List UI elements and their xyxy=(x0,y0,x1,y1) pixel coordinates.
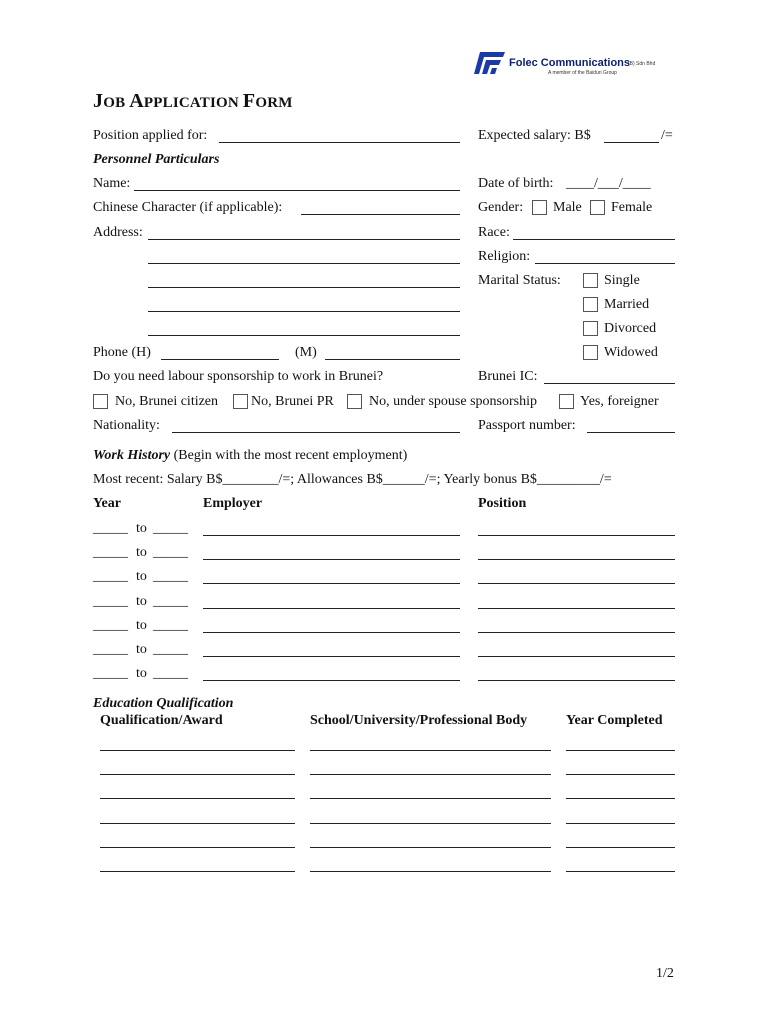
salary-label: Expected salary: B$ xyxy=(478,128,591,143)
year-to-field[interactable]: _____ xyxy=(153,569,188,585)
chinese-label: Chinese Character (if applicable): xyxy=(93,200,283,215)
marital-single-label: Single xyxy=(604,273,640,288)
marital-divorced-checkbox[interactable] xyxy=(583,321,598,336)
nationality-label: Nationality: xyxy=(93,418,160,433)
sponsorship-question: Do you need labour sponsorship to work in Brunei? xyxy=(93,369,384,384)
position-label: Position applied for: xyxy=(93,128,208,143)
qualification-field[interactable] xyxy=(100,823,295,824)
marital-widowed-label: Widowed xyxy=(604,345,658,360)
position-field[interactable] xyxy=(219,142,460,143)
school-field[interactable] xyxy=(310,823,551,824)
sponsorship-foreigner-label: Yes, foreigner xyxy=(580,394,659,409)
sponsorship-pr-label: No, Brunei PR xyxy=(251,394,334,409)
passport-field[interactable] xyxy=(587,432,675,433)
year-to-separator: to xyxy=(136,617,147,633)
gender-female-checkbox[interactable] xyxy=(590,200,605,215)
name-label: Name: xyxy=(93,176,131,191)
company-logo xyxy=(474,50,674,80)
year-to-field[interactable]: _____ xyxy=(153,617,188,633)
marital-divorced-label: Divorced xyxy=(604,321,657,336)
position-field[interactable] xyxy=(478,583,675,584)
sponsorship-citizen-label: No, Brunei citizen xyxy=(115,394,219,409)
work-history-heading: Work History (Begin with the most recent employment) xyxy=(93,448,408,463)
year-completed-field[interactable] xyxy=(566,871,675,872)
phone-mobile-label: (M) xyxy=(295,345,317,360)
position-field[interactable] xyxy=(478,632,675,633)
page-title: JOB APPLICATION FORM xyxy=(93,90,293,112)
gender-label: Gender: xyxy=(478,200,524,215)
school-field[interactable] xyxy=(310,871,551,872)
employer-field[interactable] xyxy=(203,680,460,681)
personnel-heading: Personnel Particulars xyxy=(93,152,220,167)
gender-male-checkbox[interactable] xyxy=(532,200,547,215)
chinese-field[interactable] xyxy=(301,214,460,215)
position-field[interactable] xyxy=(478,656,675,657)
qualification-field[interactable] xyxy=(100,847,295,848)
year-to-separator: to xyxy=(136,545,147,561)
marital-married-checkbox[interactable] xyxy=(583,297,598,312)
address-field-1[interactable] xyxy=(148,239,460,240)
school-field[interactable] xyxy=(310,847,551,848)
address-field-3[interactable] xyxy=(148,287,460,288)
school-field[interactable] xyxy=(310,774,551,775)
phone-mobile-field[interactable] xyxy=(325,359,460,360)
employer-field[interactable] xyxy=(203,535,460,536)
year-to-field[interactable]: _____ xyxy=(153,545,188,561)
company-suffix: (B) Sdn Bhd xyxy=(628,61,656,67)
col-year-completed-header: Year Completed xyxy=(566,713,663,728)
year-from-field[interactable]: _____ xyxy=(93,545,128,561)
sponsorship-pr-checkbox[interactable] xyxy=(233,394,248,409)
year-completed-field[interactable] xyxy=(566,774,675,775)
religion-field[interactable] xyxy=(535,263,675,264)
year-completed-field[interactable] xyxy=(566,798,675,799)
position-field[interactable] xyxy=(478,535,675,536)
brunei-ic-label: Brunei IC: xyxy=(478,369,538,384)
year-from-field[interactable]: _____ xyxy=(93,569,128,585)
year-from-field[interactable]: _____ xyxy=(93,617,128,633)
race-field[interactable] xyxy=(513,239,675,240)
col-year-header: Year xyxy=(93,496,121,511)
col-qualification-header: Qualification/Award xyxy=(100,713,223,728)
position-field[interactable] xyxy=(478,680,675,681)
sponsorship-spouse-label: No, under spouse sponsorship xyxy=(369,394,537,409)
sponsorship-citizen-checkbox[interactable] xyxy=(93,394,108,409)
sponsorship-foreigner-checkbox[interactable] xyxy=(559,394,574,409)
name-field[interactable] xyxy=(134,190,460,191)
school-field[interactable] xyxy=(310,798,551,799)
nationality-field[interactable] xyxy=(172,432,460,433)
marital-single-checkbox[interactable] xyxy=(583,273,598,288)
year-to-separator: to xyxy=(136,642,147,657)
marital-label: Marital Status: xyxy=(478,273,561,288)
address-field-5[interactable] xyxy=(148,335,460,336)
salary-field[interactable] xyxy=(604,142,659,143)
employer-field[interactable] xyxy=(203,632,460,633)
company-tagline: A member of the Baiduri Group xyxy=(548,70,617,76)
year-to-separator: to xyxy=(136,593,147,609)
company-name: Folec Communications xyxy=(509,57,631,69)
education-heading: Education Qualification xyxy=(93,696,234,711)
phone-home-label: Phone (H) xyxy=(93,345,151,360)
year-from-field[interactable]: _____ xyxy=(93,521,128,536)
col-position-header: Position xyxy=(478,496,527,511)
work-history-note: (Begin with the most recent employment) xyxy=(173,448,408,463)
qualification-field[interactable] xyxy=(100,774,295,775)
address-field-2[interactable] xyxy=(148,263,460,264)
gender-female-label: Female xyxy=(611,200,653,215)
dob-label: Date of birth: xyxy=(478,176,554,191)
qualification-field[interactable] xyxy=(100,798,295,799)
phone-home-field[interactable] xyxy=(161,359,279,360)
employer-field[interactable] xyxy=(203,608,460,609)
year-from-field[interactable]: _____ xyxy=(93,642,128,657)
employer-field[interactable] xyxy=(203,656,460,657)
year-to-field[interactable]: _____ xyxy=(153,593,188,609)
race-label: Race: xyxy=(478,225,510,240)
employer-field[interactable] xyxy=(203,559,460,560)
religion-label: Religion: xyxy=(478,249,531,264)
year-from-field[interactable]: _____ xyxy=(93,666,128,682)
year-to-separator: to xyxy=(136,666,147,682)
qualification-field[interactable] xyxy=(100,871,295,872)
col-employer-header: Employer xyxy=(203,496,263,511)
marital-widowed-checkbox[interactable] xyxy=(583,345,598,360)
year-to-separator: to xyxy=(136,521,147,536)
year-from-field[interactable]: _____ xyxy=(93,593,128,609)
page-number: 1/2 xyxy=(656,966,674,981)
most-recent-line[interactable]: Most recent: Salary B$________/=; Allowances B$______/=; Yearly bonus B$_________/= xyxy=(93,472,612,487)
year-to-field[interactable]: _____ xyxy=(153,521,188,536)
dob-field[interactable]: ____/___/____ xyxy=(566,176,651,191)
employer-field[interactable] xyxy=(203,583,460,584)
year-completed-field[interactable] xyxy=(566,823,675,824)
year-to-separator: to xyxy=(136,569,147,585)
qualification-field[interactable] xyxy=(100,750,295,751)
year-completed-field[interactable] xyxy=(566,750,675,751)
brunei-ic-field[interactable] xyxy=(544,383,675,384)
address-field-4[interactable] xyxy=(148,311,460,312)
year-to-field[interactable]: _____ xyxy=(153,642,188,657)
marital-married-label: Married xyxy=(604,297,650,312)
position-field[interactable] xyxy=(478,608,675,609)
position-field[interactable] xyxy=(478,559,675,560)
address-label: Address: xyxy=(93,225,143,240)
col-school-header: School/University/Professional Body xyxy=(310,713,528,728)
sponsorship-spouse-checkbox[interactable] xyxy=(347,394,362,409)
gender-male-label: Male xyxy=(553,200,582,215)
year-completed-field[interactable] xyxy=(566,847,675,848)
passport-label: Passport number: xyxy=(478,418,576,433)
school-field[interactable] xyxy=(310,750,551,751)
year-to-field[interactable]: _____ xyxy=(153,666,188,682)
salary-suffix: /= xyxy=(661,128,673,143)
folec-logo-icon xyxy=(474,50,506,76)
